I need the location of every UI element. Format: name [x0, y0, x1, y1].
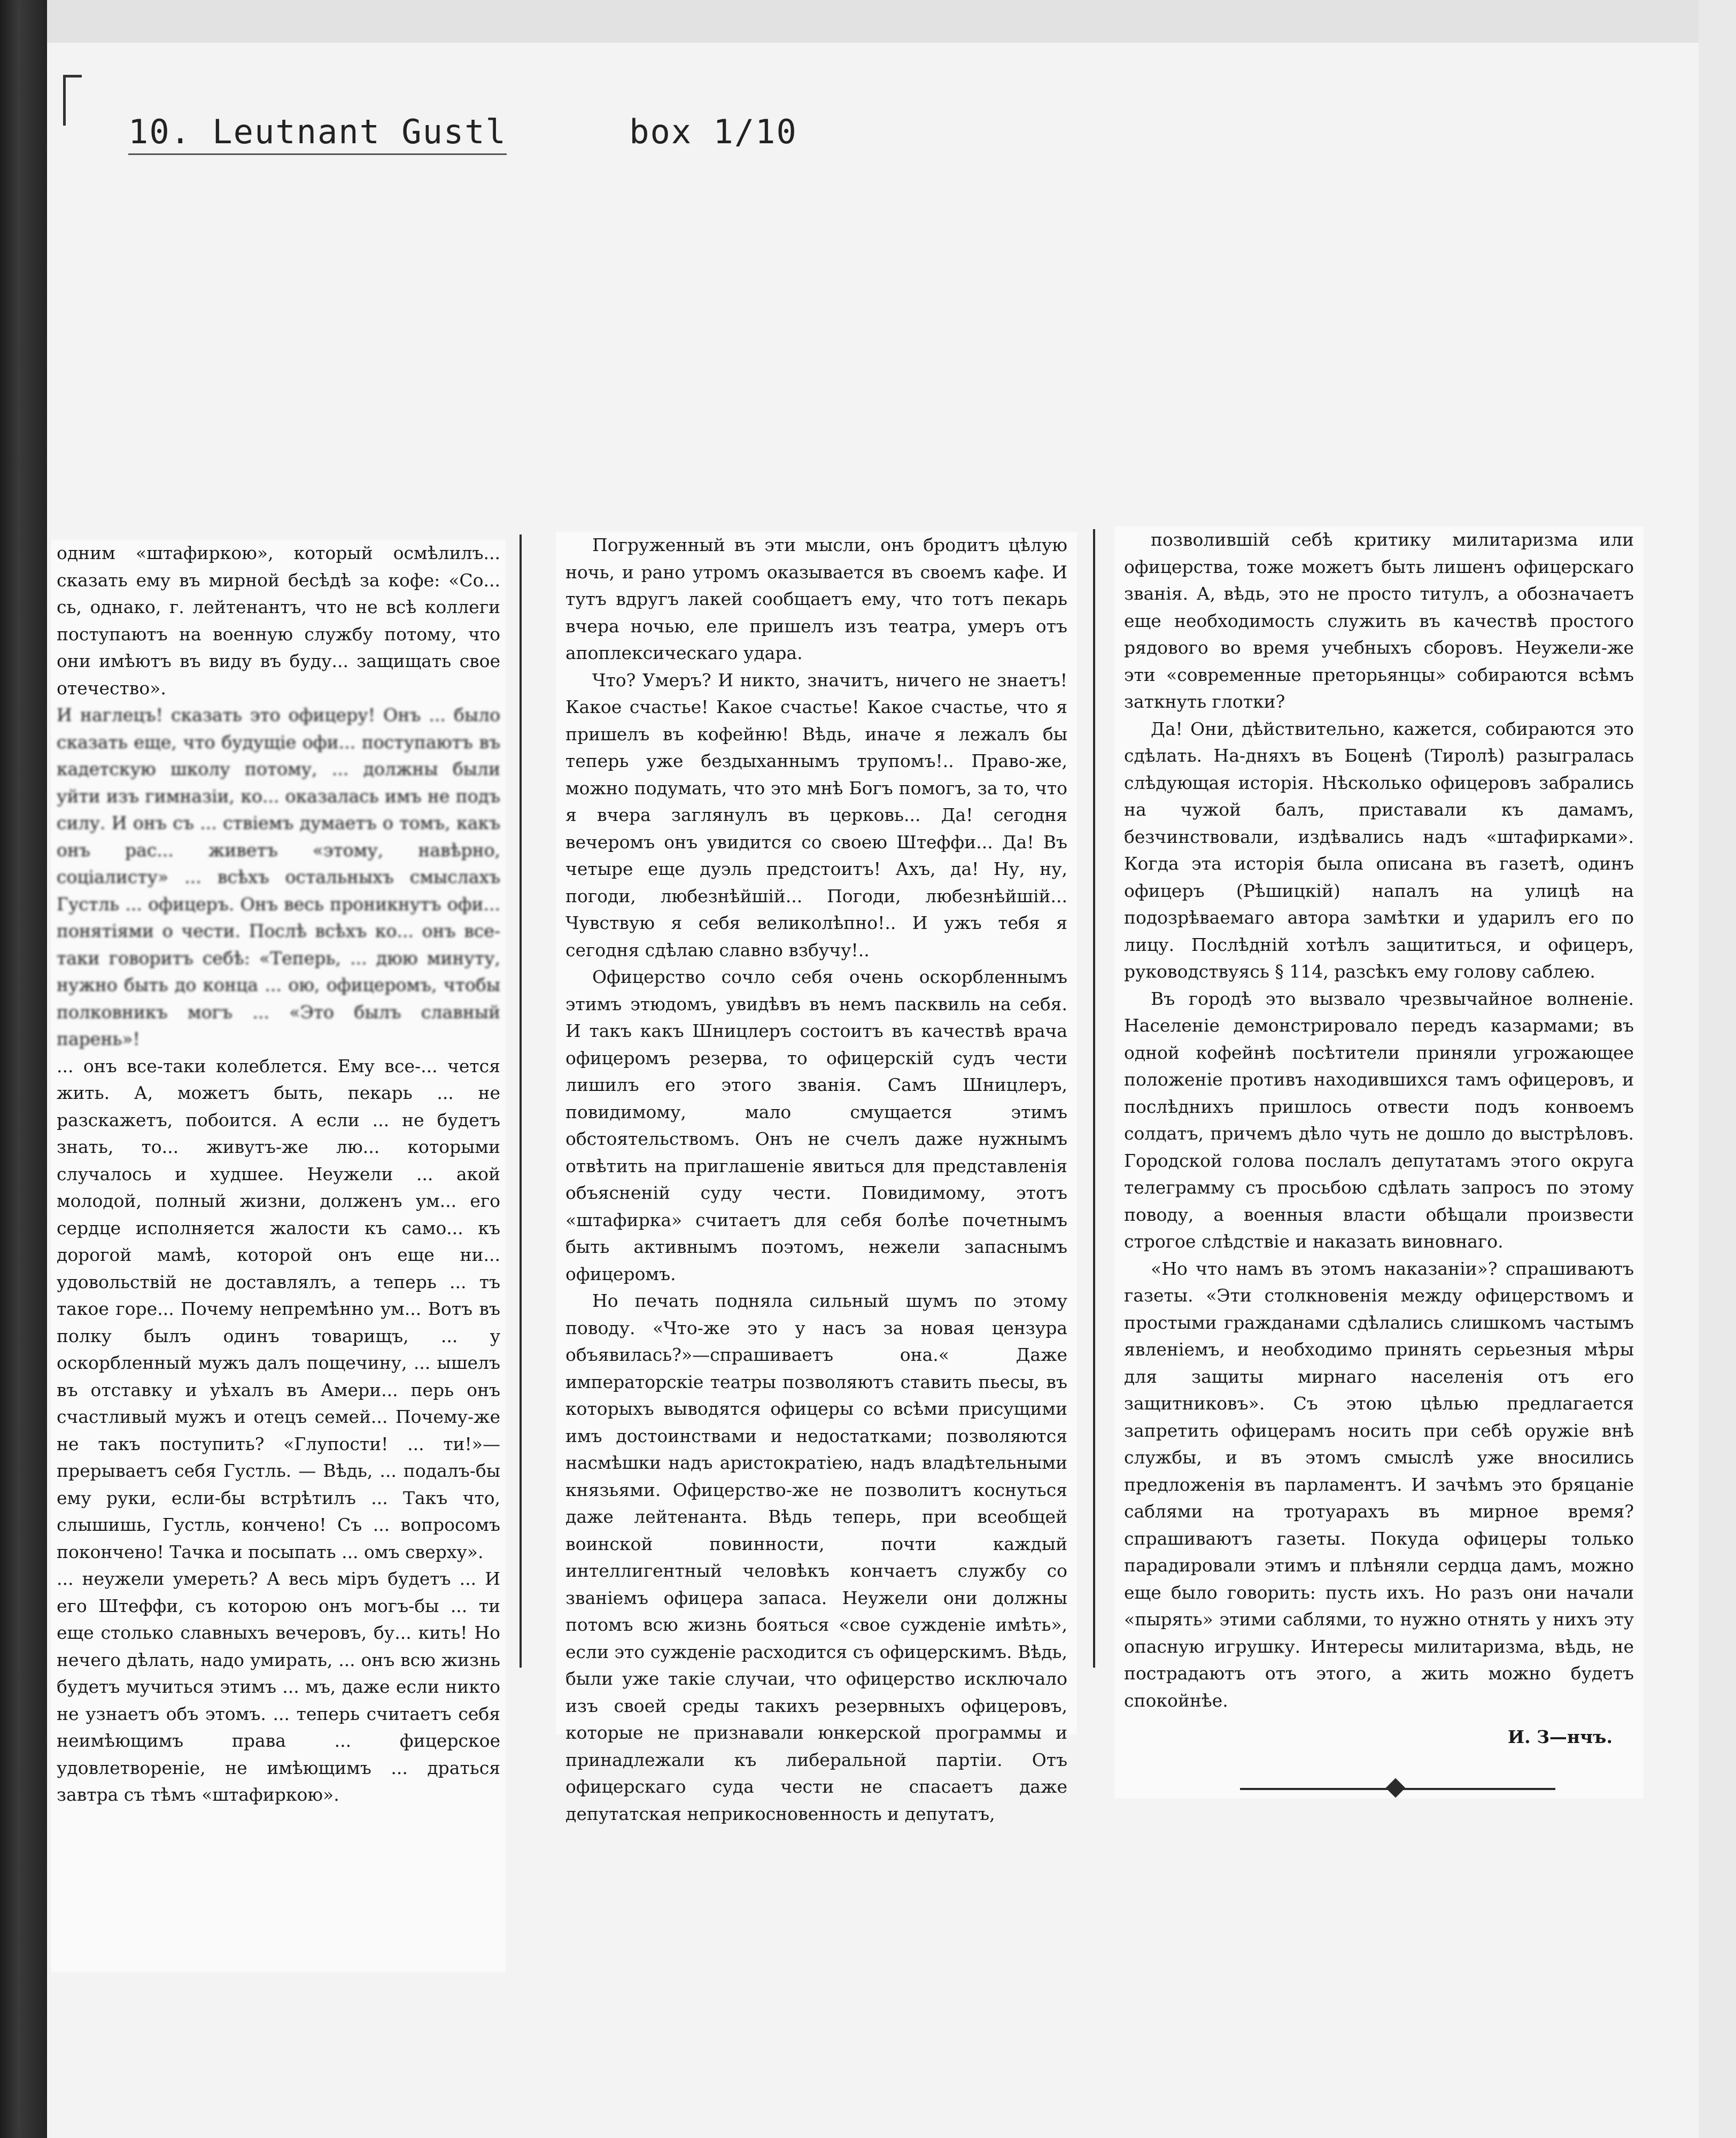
article-paragraph: одним «штафиркою», который осмѣлилъ... сказать ему въ мирной бесѣдѣ за кофе: «Со... сь, однако, г. лейтенантъ, что не всѣ коллеги поступаютъ на военную службу потому, что они имѣютъ въ виду въ буду... защищать свое отечество». [57, 543, 500, 699]
article-paragraph: Но печать подняла сильный шумъ по этому поводу. «Что-же это у насъ за новая цензура объявилась?»—спрашиваетъ она.« Даже императорскіе театры позволяютъ ставить пьесы, въ которыхъ выводятся офицеры со всѣми присущими имъ достоинствами и недостатками; позволяются насмѣшки надъ аристократіею, надъ владѣтельными князьями. Офицерство-же не позволитъ коснуться даже лейтенанта. Вѣдь теперь, при всеобщей воинской повинности, почти каждый интеллигентный человѣкъ кончаетъ службу со званіемъ офицера запаса. Неужели они должны потомъ всю жизнь бояться «свое сужденіе имѣть», если это сужденіе расходится съ офицерскимъ. Вѣдь, были уже такіе случаи, что офицерство исключало изъ своей среды такихъ резервныхъ офицеровъ, которые не признавали юнкерской программы и принадлежали къ либеральной партіи. Отъ офицерскаго суда чести не спасаетъ даже депутатская неприкосновенность и депутатъ, [565, 1290, 1067, 1824]
article-paragraph: Офицерство сочло себя очень оскорбленнымъ этимъ этюдомъ, увидѣвъ въ немъ пасквиль на себя. И такъ какъ Шницлеръ состоитъ въ качествѣ врача офицеромъ резерва, то офицерскій судъ чести лишилъ его этого званія. Самъ Шницлеръ, повидимому, мало смущается этимъ обстоятельствомъ. Онъ не счелъ даже нужнымъ отвѣтить на приглашеніе явиться для представленія объясненій суду чести. Повидимому, этотъ «штафирка» считаетъ для себя болѣе почетнымъ быть активнымъ поэтомъ, нежели запаснымъ офицеромъ. [565, 966, 1067, 1284]
article-paragraph: Погруженный въ эти мысли, онъ бродитъ цѣлую ночь, и рано утромъ оказывается въ своемъ кафе. И тутъ вдругъ лакей сообщаетъ ему, что тотъ пекарь вчера ночью, еле пришелъ изъ театра, умеръ отъ апоплексическаго удара. [565, 534, 1067, 663]
article-paragraph: Да! Они, дѣйствительно, кажется, собираются это сдѣлать. На-дняхъ въ Боценѣ (Тиролѣ) разыгралась слѣдующая исторія. Нѣсколько офицеровъ забрались на чужой балъ, приставали къ дамамъ, безчинствовали, издѣвались надъ «штафирками». Когда эта исторія была описана въ газетѣ, одинъ офицеръ (Рѣшицкій) напалъ на улицѣ на подозрѣваемаго автора замѣтки и ударилъ его по лицу. Послѣдній хотѣлъ защититься, и офицеръ, руководствуясь § 114, разсѣкъ ему голову саблею. [1124, 718, 1634, 982]
article-signature: И. З—нчъ. [1507, 1726, 1613, 1747]
heading-box-label: box 1/10 [629, 112, 797, 151]
article-paragraph: позволившій себѣ критику милитаризма или офицерства, тоже можетъ быть лишенъ офицерскаго званія. А, вѣдь, это не просто титулъ, а обозначаетъ еще необходимость служить въ качествѣ простого рядового во время учебныхъ сборовъ. Неужели-же эти «современные преторьянцы» собираются всѣмъ заткнуть глотки? [1124, 529, 1634, 712]
column-rule [520, 534, 522, 1668]
film-border-top [47, 0, 1736, 43]
column-rule [1093, 529, 1095, 1668]
clipping-column-left [51, 540, 506, 1972]
archive-heading [128, 112, 797, 151]
article-paragraph: Что? Умеръ? И никто, значитъ, ничего не знаетъ! Какое счастье! Какое счастье! Какое счастье, что я пришелъ въ кофейню! Вѣдь, иначе я лежалъ бы теперь уже бездыханнымъ трупомъ!.. Право-же, можно подумать, что это мнѣ Богъ помогъ, за то, что я вчера заглянулъ въ церковь... Да! сегодня вечеромъ онъ увидится со своею Штеффи... Да! Въ четыре еще дуэль предстоитъ! Ахъ, да! Ну, ну, погоди, любезнѣйшій... Погоди, любезнѣйшій... Чувствую я себя великолѣпно!.. И ужъ тебя я сегодня сдѣлаю славно взбучу!.. [565, 669, 1067, 960]
article-paragraph: ... онъ все-таки колеблется. Ему все-... чется жить. А, можетъ быть, пекарь ... не разскажетъ, побоится. А если ... не будетъ знать, то... живутъ-же лю... которыми случалось и худшее. Неужели ... акой молодой, полный жизни, долженъ ум... его сердце исполняется жалости къ само... къ дорогой мамѣ, которой онъ еще ни... удовольствій не доставлялъ, а теперь ... тъ такое горе... Почему непремѣнно ум... Вотъ въ полку былъ одинъ товарищъ, ... у оскорбленный мужъ далъ пощечину, ... ышелъ въ отставку и уѣхалъ въ Амери... перь онъ счастливый мужъ и отецъ семей... Почему-же не такъ поступить? «Глупости! ... ти!»—прерываетъ себя Густль. — Вѣдь, ... подалъ-бы ему руки, если-бы встрѣтилъ ... Такъ что, слышишь, Густль, кончено! Съ ... вопросомъ покончено! Тачка и посыпать ... омъ сверху». [57, 1055, 500, 1562]
article-paragraph: И наглецъ! сказать это офицеру! Онъ ... было сказать еще, что будущіе офи... поступаютъ въ кадетскую школу потому, ... должны были уйти изъ гимназіи, ко... оказалась имъ не подъ силу. И онъ съ ... ствіемъ думаетъ о томъ, какъ онъ рас... живетъ «этому, навѣрно, соціалисту» ... всѣхъ остальныхъ смыслахъ Густль ... офицеръ. Онъ весь проникнутъ офи... понятіями о чести. Послѣ всѣхъ ко... онъ все-таки говоритъ себѣ: «Теперь, ... дюю минуту, нужно быть до конца ... ою, офицеромъ, чтобы полковникъ могъ ... «Это былъ славный парень»! [57, 704, 500, 1049]
film-border-right [1699, 0, 1736, 2138]
clipping-column-right [1114, 526, 1644, 1799]
film-border-left [0, 0, 47, 2138]
article-paragraph: «Но что намъ въ этомъ наказаніи»? спрашиваютъ газеты. «Эти столкновенія между офицерствомъ и простыми гражданами сдѣлались слишкомъ частымъ явленіемъ, и необходимо принять серьезныя мѣры для защиты мирнаго населенія отъ его защитниковъ». Съ этою цѣлью предлагается запретить офицерамъ носить при себѣ оружіе внѣ службы, и въ этомъ смыслѣ уже вносились предложенія въ парламентъ. И зачѣмъ это бряцаніе саблями на тротуарахъ въ мирное время? спрашиваютъ газеты. Покуда офицеры только парадировали этимъ и плѣняли сердца дамъ, можно еще было говорить: пусть ихъ. Но разъ они начали «пырять» этими саблями, то нужно отнять у нихъ эту опасную игрушку. Интересы милитаризма, вѣдь, не пострадаютъ отъ этого, а жить можно будетъ спокойнѣе. [1124, 1258, 1634, 1711]
corner-mark [63, 75, 82, 126]
heading-title: 10. Leutnant Gustl [128, 112, 507, 155]
article-paragraph: ... неужели умереть? А весь міръ будетъ ... И его Штеффи, съ которою онъ могъ-бы ... ти еще столько славныхъ вечеровъ, бу... кить! Но нечего дѣлать, надо умирать, ... онъ всю жизнь будетъ мучиться этимъ ... мъ, даже если никто не узнаетъ объ этомъ. ... теперь считаетъ себя неимѣющимъ права ... фицерское удовлетвореніе, не имѣющимъ ... драться завтра съ тѣмъ «штафиркою». [57, 1568, 500, 1805]
clipping-column-middle [556, 532, 1077, 1824]
article-paragraph: Въ городѣ это вызвало чрезвычайное волненіе. Населеніе демонстрировало передъ казармами; въ одной кофейнѣ посѣтители приняли угрожающее положеніе противъ находившихся тамъ офицеровъ, и послѣднихъ пришлось отвести подъ конвоемъ солдатъ, причемъ дѣло чуть не дошло до выстрѣловъ. Городской голова послалъ депутатамъ этого округа телеграмму съ просьбою сдѣлать запросъ по этому поводу, а военныя власти обѣщали произвести строгое слѣдствіе и наказать виновнаго. [1124, 988, 1634, 1252]
